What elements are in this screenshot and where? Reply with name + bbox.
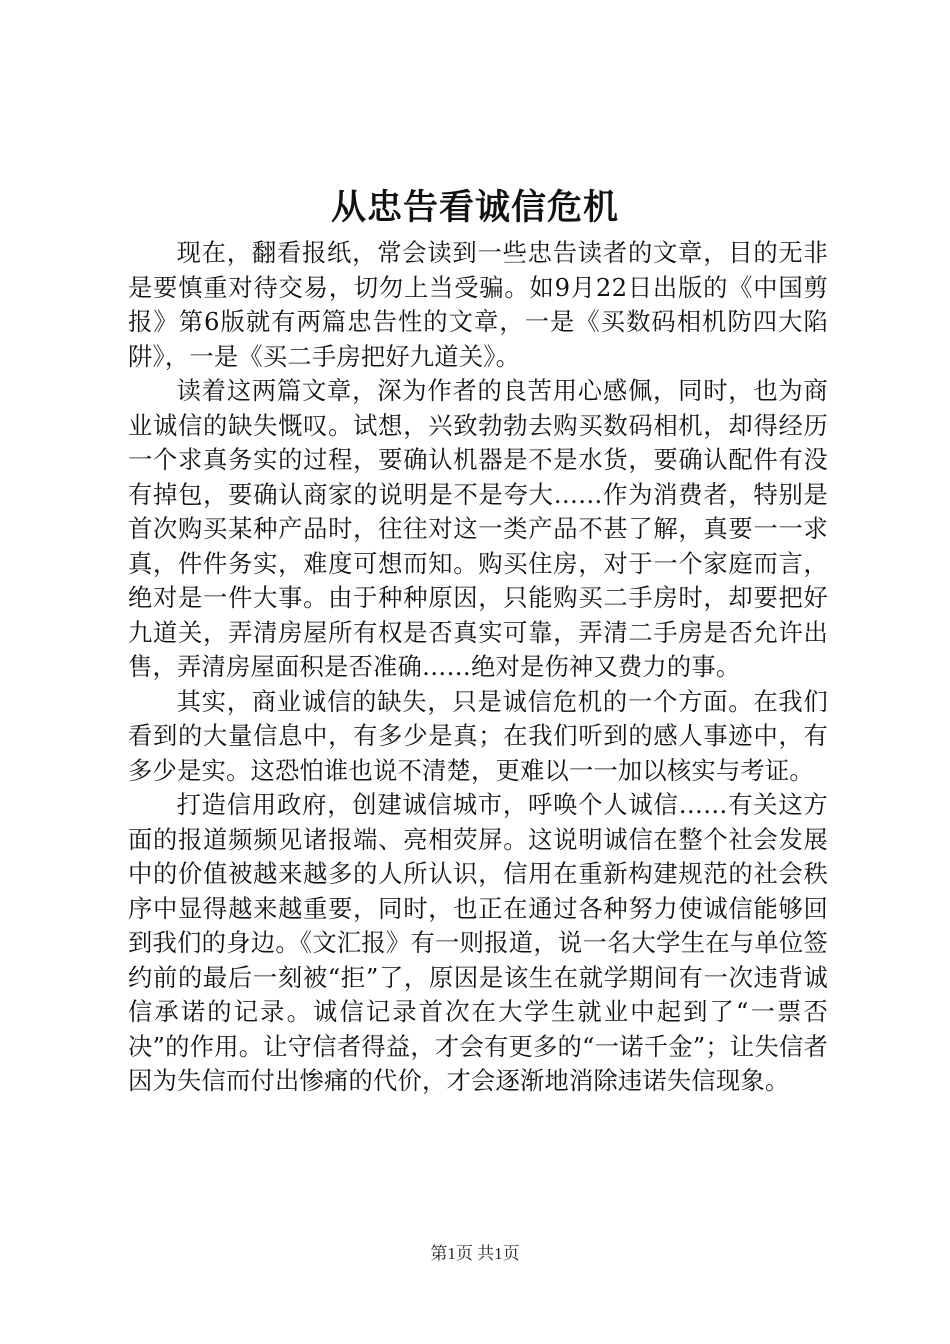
paragraph-4: 打造信用政府，创建诚信城市，呼唤个人诚信……有关这方面的报道频频见诸报端、亮相荧屏。这说明诚信在整个社会发展中的价值被越来越多的人所认识，信用在重新构建规范的社会秩序中显得越来越重要，同时，也正在通过各种努力使诚信能够回到我们的身边。《文汇报》有一则报道，说一名大学生在与单位签约前的最后一刻被“拒”了，原因是该生在就学期间有一次违背诚信承诺的记录。诚信记录首次在大学生就业中起到了“一票否决”的作用。让守信者得益，才会有更多的“一诺千金”；让失信者因为失信而付出惨痛的代价，才会逐渐地消除违诺失信现象。 (128, 790, 828, 1095)
document-title: 从忠告看诚信危机 (330, 187, 619, 228)
page-number-footer: 第1页 共1页 (430, 1244, 520, 1263)
paragraph-3: 其实，商业诚信的缺失，只是诚信危机的一个方面。在我们看到的大量信息中，有多少是真；在我们听到的感人事迹中，有多少是实。这恐怕谁也说不清楚，更难以一一加以核实与考证。 (128, 686, 828, 785)
paragraph-1: 现在，翻看报纸，常会读到一些忠告读者的文章，目的无非是要慎重对待交易，切勿上当受骗。如9月22日出版的《中国剪报》第6版就有两篇忠告性的文章，一是《买数码相机防四大陷阱》，一是《买二手房把好九道关》。 (128, 238, 828, 371)
paragraph-2: 读着这两篇文章，深为作者的良苦用心感佩，同时，也为商业诚信的缺失慨叹。试想，兴致勃勃去购买数码相机，却得经历一个求真务实的过程，要确认机器是不是水货，要确认配件有没有掉包，要确认商家的说明是不是夸大……作为消费者，特别是首次购买某种产品时，往往对这一类产品不甚了解，真要一一求真，件件务实，难度可想而知。购买住房，对于一个家庭而言，绝对是一件大事。由于种种原因，只能购买二手房时，却要把好九道关，弄清房屋所有权是否真实可靠，弄清二手房是否允许出售，弄清房屋面积是否准确……绝对是伤神又费力的事。 (128, 376, 828, 681)
article-body (128, 236, 828, 1099)
